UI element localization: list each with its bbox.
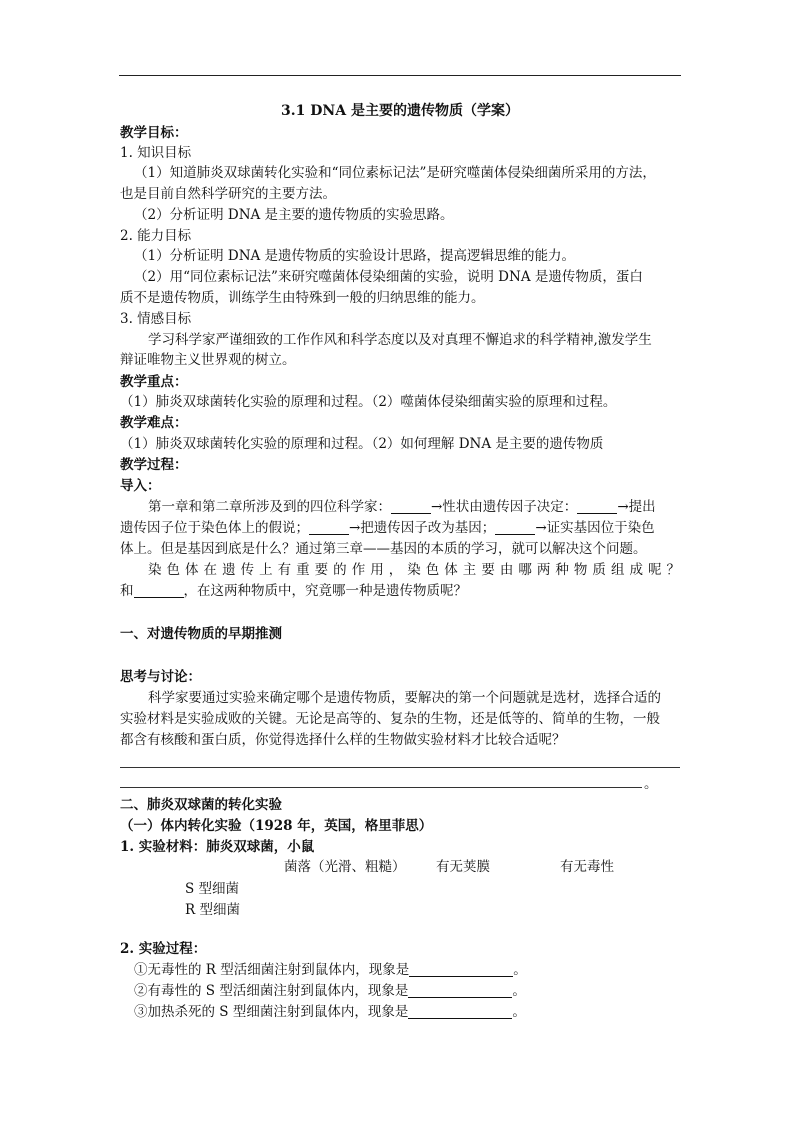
objectives-heading: 教学目标： bbox=[120, 125, 188, 141]
key-points-heading: 教学重点： bbox=[120, 374, 188, 390]
section1-heading: 一、对遗传物质的早期推测 bbox=[120, 626, 282, 642]
table-header-toxicity: 有无毒性 bbox=[560, 859, 614, 875]
intro-text: →提出 bbox=[617, 499, 656, 515]
ability-item-2: （2）用“同位素标记法”来研究噬菌体侵染细菌的实验，说明 DNA 是遗传物质，蛋白 bbox=[134, 269, 643, 285]
fill-blank[interactable] bbox=[309, 520, 349, 535]
difficulties-text: （1）肺炎双球菌转化实验的原理和过程。（2）如何理解 DNA 是主要的遗传物质 bbox=[120, 436, 604, 452]
emotion-item-1-cont: 辩证唯物主义世界观的树立。 bbox=[120, 352, 296, 368]
header-rule bbox=[119, 75, 681, 76]
page-title: 3.1 DNA 是主要的遗传物质（学案） bbox=[281, 103, 519, 119]
difficulties-heading: 教学难点： bbox=[120, 415, 188, 431]
intro-heading: 导入： bbox=[120, 478, 161, 494]
intro-line-4: 染色体在遗传上有重要的作用，染色体主要由哪两种物质组成呢？ bbox=[148, 562, 680, 578]
knowledge-item-1-cont: 也是目前自然科学研究的主要方法。 bbox=[120, 186, 336, 202]
fill-blank[interactable] bbox=[391, 499, 431, 514]
step-3 bbox=[134, 1002, 526, 1022]
emotion-item-1: 学习科学家严谨细致的工作作风和科学态度以及对真理不懈追求的科学精神,激发学生 bbox=[148, 332, 652, 348]
answer-line[interactable] bbox=[120, 787, 642, 788]
intro-text: →性状由遗传因子决定： bbox=[431, 499, 578, 515]
step-2 bbox=[134, 981, 526, 1001]
intro-line-5 bbox=[120, 581, 467, 601]
answer-line[interactable] bbox=[120, 767, 680, 768]
materials-line: 1. 实验材料：肺炎双球菌，小鼠 bbox=[120, 839, 315, 855]
ability-label: 2. 能力目标 bbox=[120, 228, 192, 244]
ability-item-2-cont: 质不是遗传物质，训练学生由特殊到一般的归纳思维的能力。 bbox=[120, 290, 485, 306]
fill-blank[interactable] bbox=[495, 520, 535, 535]
answer-end-mark: 。 bbox=[644, 776, 658, 792]
fill-blank[interactable] bbox=[408, 983, 512, 998]
step-end: 。 bbox=[512, 1004, 526, 1020]
discuss-heading: 思考与讨论： bbox=[120, 669, 201, 685]
section2-heading: 二、肺炎双球菌的转化实验 bbox=[120, 797, 282, 813]
table-header-capsule: 有无荚膜 bbox=[436, 859, 490, 875]
intro-text: →证实基因位于染色 bbox=[535, 520, 655, 536]
table-row-r-type: R 型细菌 bbox=[185, 902, 240, 918]
intro-text: 第一章和第二章所涉及到的四位科学家： bbox=[148, 499, 391, 515]
process-heading: 教学过程： bbox=[120, 457, 188, 473]
discuss-line-1: 科学家要通过实验来确定哪个是遗传物质，要解决的第一个问题就是选材，选择合适的 bbox=[148, 690, 661, 706]
intro-text: 遗传因子位于染色体上的假说； bbox=[120, 520, 309, 536]
fill-blank[interactable] bbox=[408, 1004, 512, 1019]
step-end: 。 bbox=[513, 962, 527, 978]
knowledge-item-2: （2）分析证明 DNA 是主要的遗传物质的实验思路。 bbox=[134, 207, 454, 223]
key-points-text: （1）肺炎双球菌转化实验的原理和过程。（2）噬菌体侵染细菌实验的原理和过程。 bbox=[120, 394, 617, 410]
intro-line-2 bbox=[120, 518, 655, 538]
table-row-s-type: S 型细菌 bbox=[185, 881, 240, 897]
intro-line-3: 体上。但是基因到底是什么？通过第三章——基因的本质的学习，就可以解决这个问题。 bbox=[120, 541, 647, 557]
intro-text: ，在这两种物质中，究竟哪一种是遗传物质呢？ bbox=[183, 583, 467, 599]
ability-item-1: （1）分析证明 DNA 是遗传物质的实验设计思路，提高逻辑思维的能力。 bbox=[134, 248, 576, 264]
step-1 bbox=[134, 960, 527, 980]
discuss-line-2: 实验材料是实验成败的关键。无论是高等的、复杂的生物，还是低等的、简单的生物，一般 bbox=[120, 711, 660, 727]
knowledge-label: 1. 知识目标 bbox=[120, 145, 192, 161]
knowledge-item-1: （1）知道肺炎双球菌转化实验和“同位素标记法”是研究噬菌体侵染细菌所采用的方法， bbox=[134, 165, 656, 181]
step-text: ②有毒性的 S 型活细菌注射到鼠体内，现象是 bbox=[134, 983, 409, 999]
intro-line-1 bbox=[148, 497, 656, 517]
fill-blank[interactable] bbox=[409, 962, 513, 977]
fill-blank[interactable] bbox=[134, 583, 184, 598]
step-text: ①无毒性的 R 型活细菌注射到鼠体内，现象是 bbox=[134, 962, 410, 978]
section2-subheading: （一）体内转化实验（1928 年，英国，格里菲思） bbox=[120, 818, 433, 834]
step-end: 。 bbox=[512, 983, 526, 999]
discuss-line-3: 都含有核酸和蛋白质，你觉得选择什么样的生物做实验材料才比较合适呢？ bbox=[120, 732, 566, 748]
table-header-colony: 菌落（光滑、粗糙） bbox=[284, 859, 406, 875]
step-text: ③加热杀死的 S 型细菌注射到鼠体内，现象是 bbox=[134, 1004, 409, 1020]
fill-blank[interactable] bbox=[577, 499, 617, 514]
process-heading-2: 2. 实验过程： bbox=[120, 941, 207, 957]
intro-text: →把遗传因子改为基因； bbox=[349, 520, 496, 536]
intro-text: 和 bbox=[120, 583, 134, 599]
emotion-label: 3. 情感目标 bbox=[120, 311, 192, 327]
